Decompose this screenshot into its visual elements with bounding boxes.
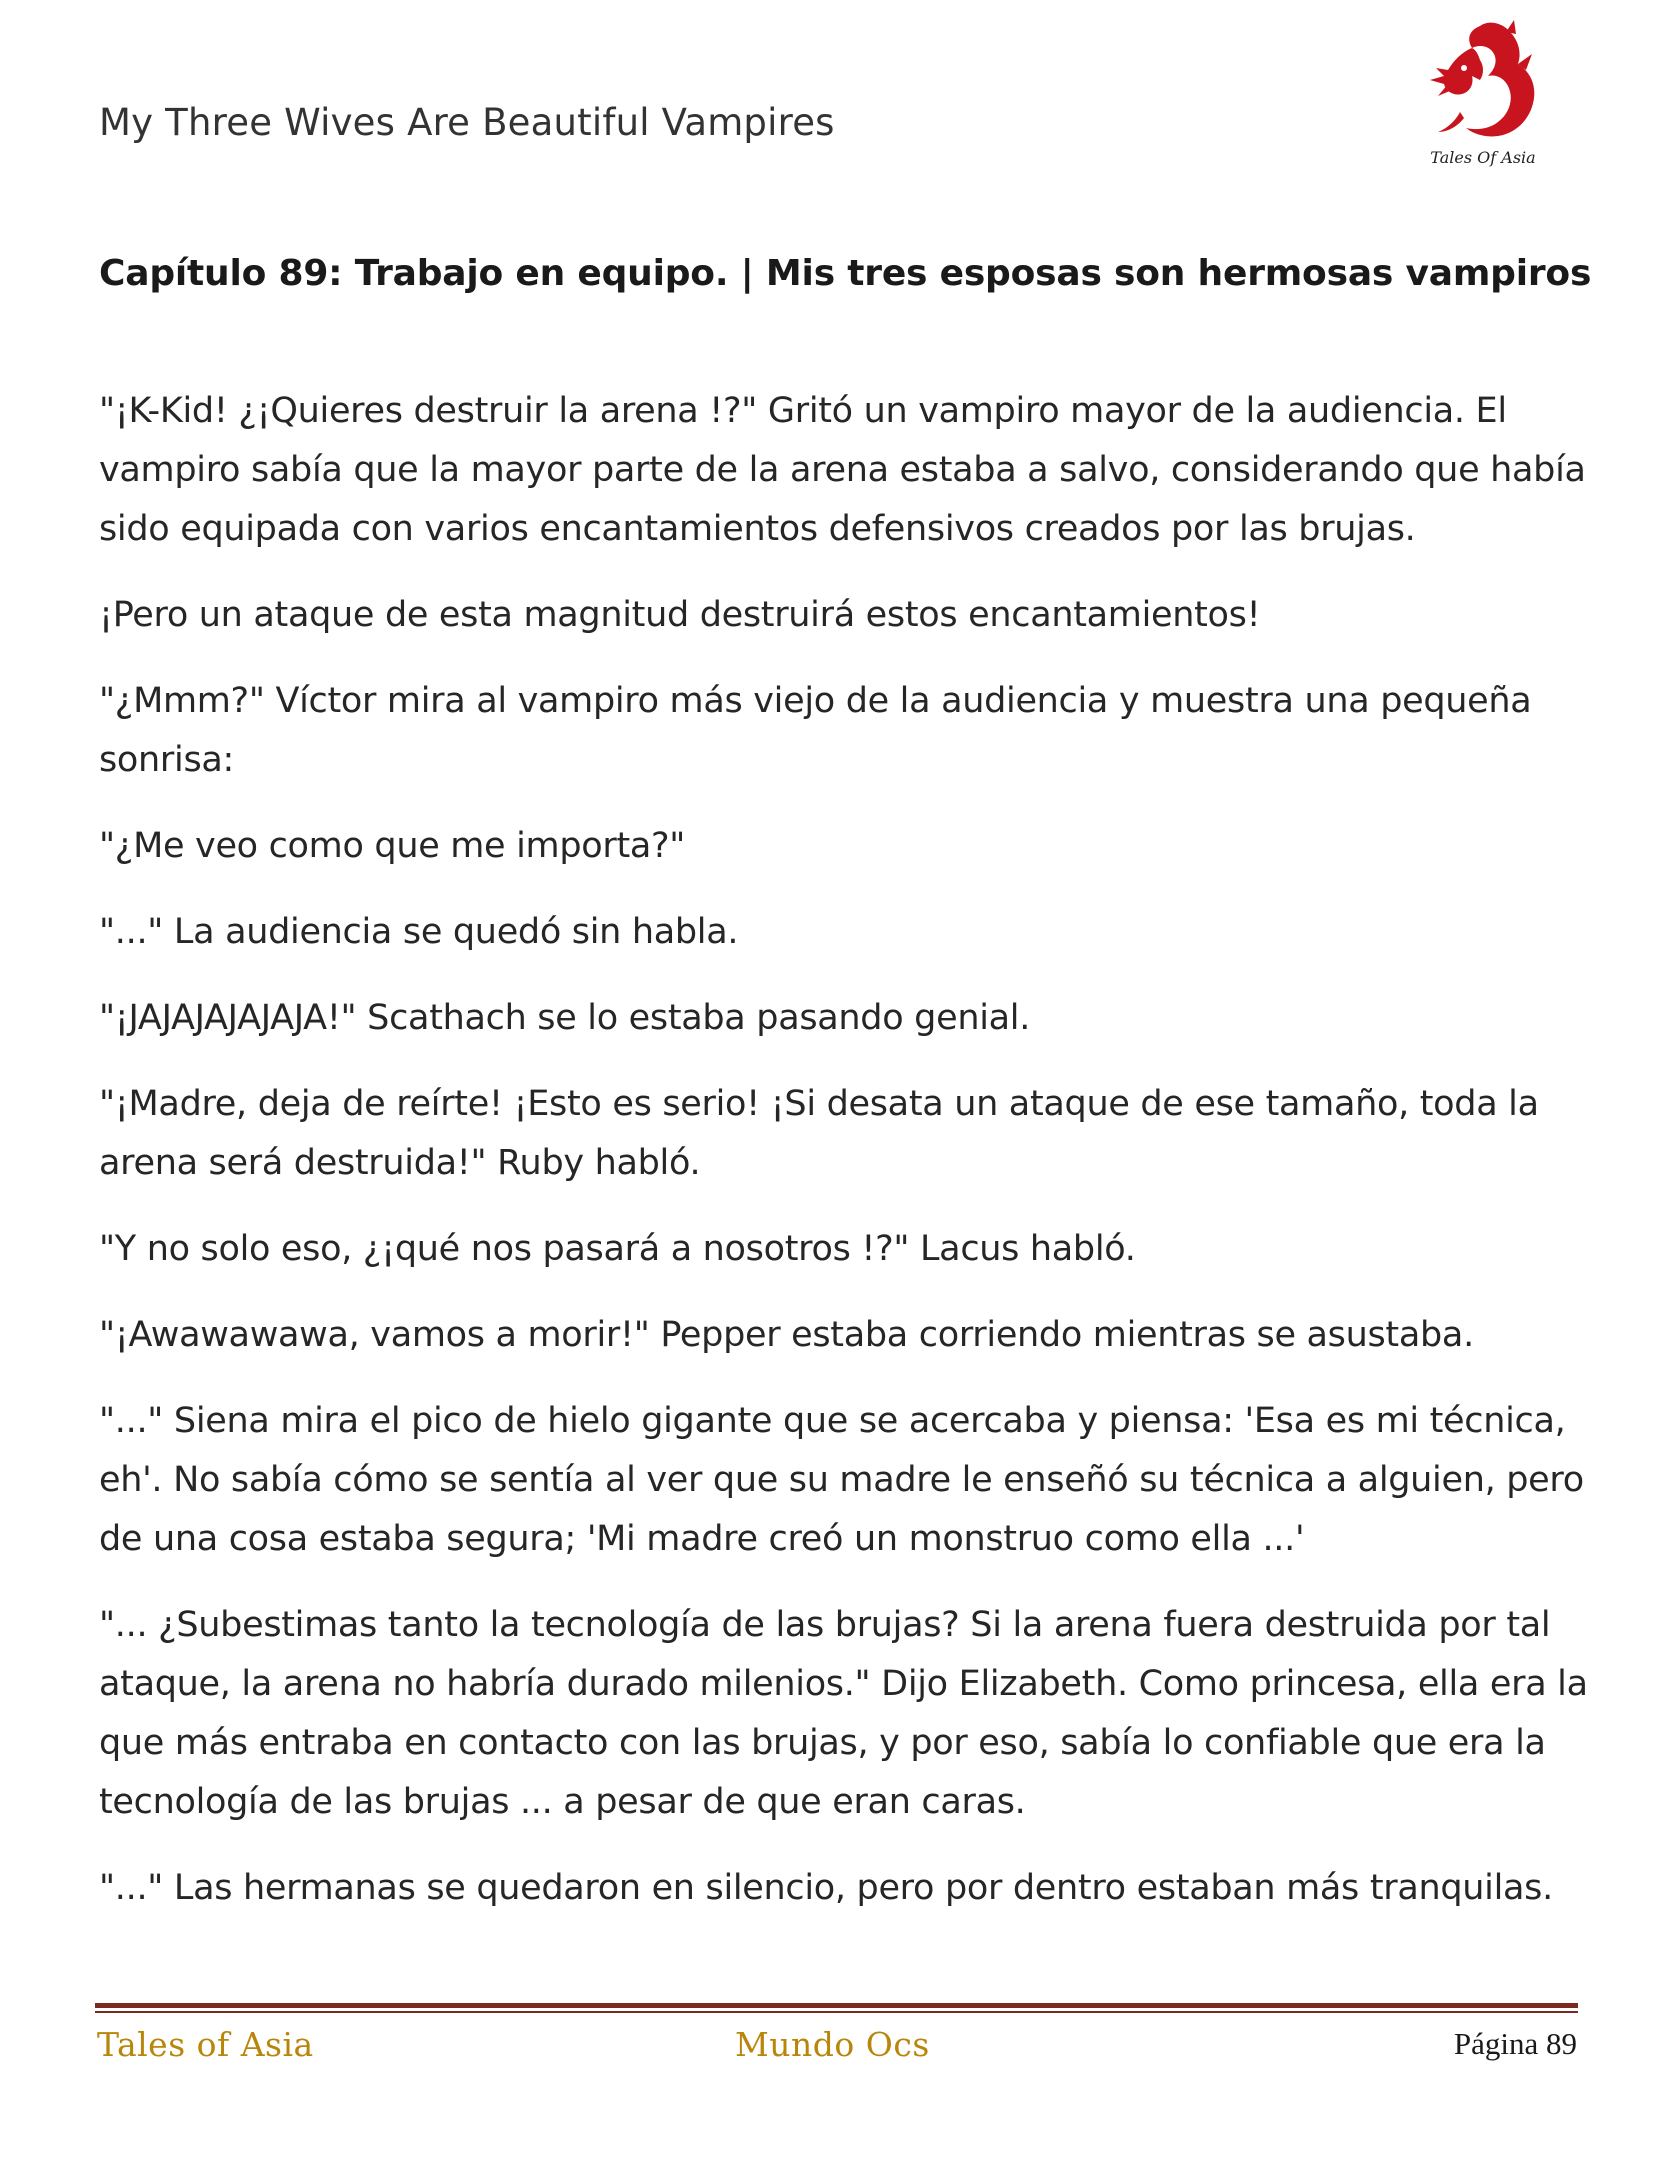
chapter-title: Capítulo 89: Trabajo en equipo. | Mis tres esposas son hermosas vampiros — [99, 253, 1592, 294]
footer-divider-thin — [95, 2011, 1578, 2013]
footer-publisher: Tales of Asia — [97, 2025, 314, 2064]
paragraph: "¡Madre, deja de reírte! ¡Esto es serio! ¡Si desata un ataque de ese tamaño, toda la arena será destruida!" Ruby habló. — [99, 1084, 1539, 1183]
paragraph: ¡Pero un ataque de esta magnitud destruirá estos encantamientos! — [99, 595, 1261, 635]
paragraph: "¡JAJAJAJAJAJA!" Scathach se lo estaba pasando genial. — [99, 998, 1031, 1038]
paragraph: "... ¿Subestimas tanto la tecnología de las brujas? Si la arena fuera destruida por tal ataque, la arena no habría durado milenios." Dijo Elizabeth. Como princesa, ella era la que más entraba en contacto con las brujas, y por eso, sabía lo confiable que era la tecnología de las brujas ... a pesar de que eran caras. — [99, 1605, 1588, 1822]
footer-translator: Mundo Ocs — [735, 2025, 930, 2064]
red-dragon-icon — [1418, 18, 1548, 153]
logo-caption: Tales Of Asia — [1430, 148, 1536, 167]
paragraph: "¡Awawawawa, vamos a morir!" Pepper estaba corriendo mientras se asustaba. — [99, 1315, 1474, 1355]
tales-of-asia-logo — [1418, 18, 1548, 178]
page-number: Página 89 — [1453, 2026, 1577, 2061]
paragraph: "..." Siena mira el pico de hielo gigante que se acercaba y piensa: 'Esa es mi técnica, eh'. No sabía cómo se sentía al ver que su madre le enseñó su técnica a alguien, pero de una cosa estaba segura; 'Mi madre creó un monstruo como ella ...' — [99, 1401, 1584, 1559]
paragraph: "..." La audiencia se quedó sin habla. — [99, 912, 739, 952]
paragraph: "..." Las hermanas se quedaron en silencio, pero por dentro estaban más tranquilas. — [99, 1868, 1553, 1908]
paragraph: "Y no solo eso, ¿¡qué nos pasará a nosotros !?" Lacus habló. — [99, 1229, 1136, 1269]
footer-divider — [95, 2003, 1578, 2008]
paragraph: "¿Mmm?" Víctor mira al vampiro más viejo de la audiencia y muestra una pequeña sonrisa: — [99, 681, 1532, 780]
book-title: My Three Wives Are Beautiful Vampires — [99, 101, 835, 144]
paragraph: "¿Me veo como que me importa?" — [99, 826, 686, 866]
paragraph: "¡K-Kid! ¿¡Quieres destruir la arena !?" Gritó un vampiro mayor de la audiencia. El vampiro sabía que la mayor parte de la arena estaba a salvo, considerando que había sido equipada con varios encantamientos defensivos creados por las brujas. — [99, 391, 1586, 549]
chapter-body — [99, 382, 1589, 1945]
